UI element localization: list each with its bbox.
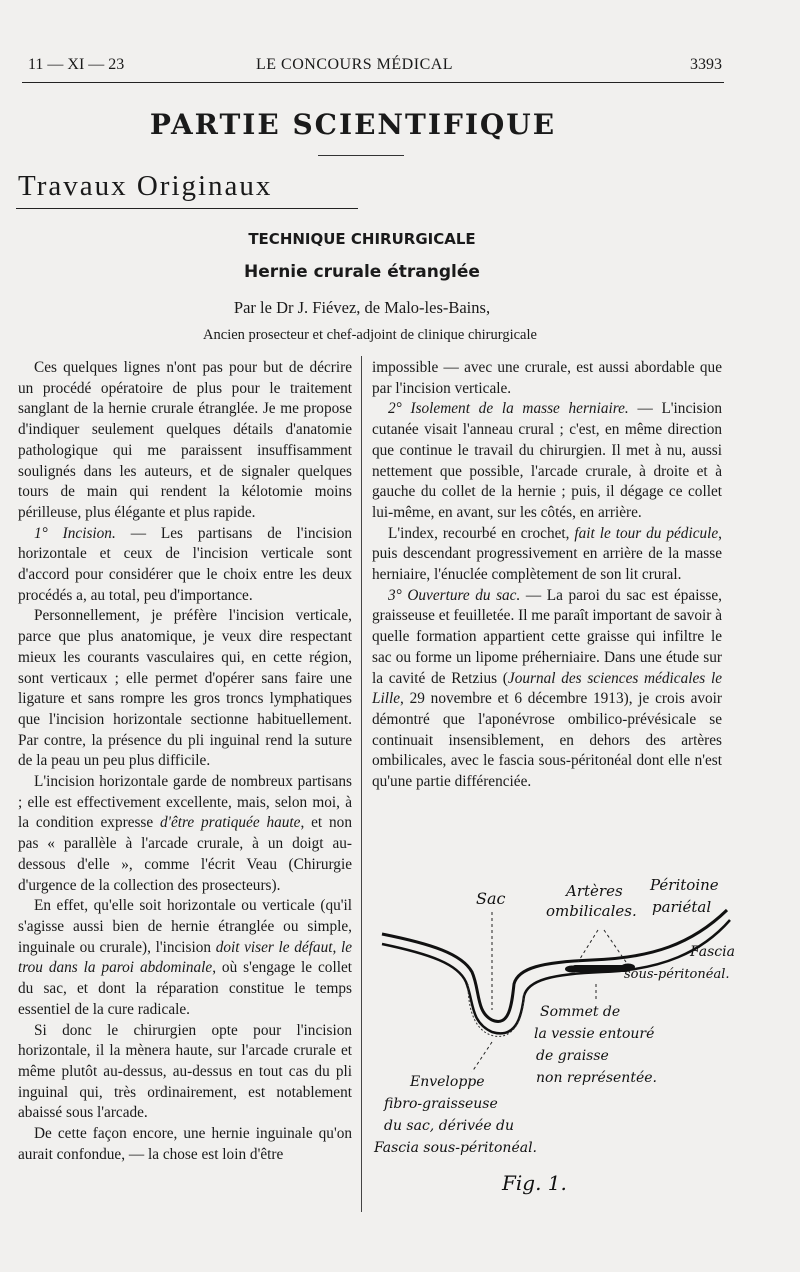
label-sommet-2: la vessie entouré: [534, 1026, 655, 1042]
label-sommet-1: Sommet de: [540, 1004, 621, 1020]
header-date: 11 — XI — 23: [28, 56, 125, 73]
subsection-title: Travaux Originaux: [18, 170, 273, 202]
left-column: [18, 358, 352, 1165]
paragraph-text: En effet, qu'elle soit horizontale ou verticale (qu'il s'agisse aussi bien de hernie étranglée ou simple, inguinale ou crurale), l'incision: [18, 897, 352, 956]
figure-1-diagram: [372, 872, 752, 1202]
paragraph-text: , et non pas « parallèle à l'arcade crurale, à un doigt au-dessous d'elle », comme l'écrit Veau (Chirurgie d'urgence de la collection des prosecteurs).: [18, 814, 352, 894]
article-kicker: TECHNIQUE CHIRURGICALE: [248, 230, 476, 248]
paragraph-text: L'incision horizontale garde de nombreux partisans ; elle est effectivement excellente, mais, selon moi, à la condition expresse: [18, 773, 352, 832]
article-affiliation: Ancien prosecteur et chef-adjoint de clinique chirurgicale: [203, 327, 537, 343]
paragraph-text: — La paroi du sac est épaisse, graisseuse et feuilletée. Il me paraît important de savoir à quelle formation appartient cette graisse qui infiltre le sac ou forme un lipome préherniaire. Dans une étude sur la cavité de Retzius (: [372, 586, 722, 687]
label-enveloppe-3: du sac, dérivée du: [384, 1118, 515, 1134]
header-rule: [22, 82, 724, 83]
paragraph: Si donc le chirurgien opte pour l'incision horizontale, il la mènera haute, sur l'arcade crurale et même plutôt au-dessus, au-dessus en tout cas du pli inguinal qui, très ordinairement, est notablement abaissé sous l'arcade.: [18, 1021, 352, 1122]
label-sac: Sac: [476, 889, 506, 908]
label-fascia: Fascia: [690, 944, 735, 960]
paragraph: Ces quelques lignes n'ont pas pour but de décrire un procédé opératoire de plus pour le traitement sanglant de la hernie crurale étranglée. Je me propose d'indiquer seulement quelques détails d'anatomie pathologique qui me paraissent insuffisamment soulignés dans les auteurs, et de signaler quelques tours de main qui rendent la kélotomie moins périlleuse, plus élégante et plus rapide.: [18, 359, 352, 521]
paragraph-text: L'index, recourbé en crochet,: [388, 524, 575, 542]
paragraph: [18, 524, 352, 607]
label-sous-peritoneal: sous-péritonéal.: [624, 967, 730, 982]
section-label: 2° Isolement de la masse herniaire.: [388, 400, 629, 418]
paragraph: De cette façon encore, une hernie inguinale qu'on aurait confondue, — la chose est loin d'être: [18, 1125, 352, 1163]
paragraph-text: , 29 novembre et 6 décembre 1913), je crois avoir démontré que l'aponévrose ombilico-prévésicale se continuait insensiblement, en dehors des artères ombilicales, avec le fascia sous-péritonéal dont elle n'est qu'une partie différenciée.: [372, 690, 722, 791]
label-arteres: Artères: [566, 882, 623, 900]
label-enveloppe-4: Fascia sous-péritonéal.: [374, 1140, 538, 1156]
label-sommet-4: non représentée.: [536, 1070, 657, 1086]
pointer-line: [472, 1042, 492, 1072]
emphasis: doit viser le défaut, le trou dans la paroi abdominale: [18, 938, 352, 977]
figure-caption: Fig. 1.: [502, 1171, 567, 1195]
paragraph: [18, 772, 352, 896]
paragraph: [372, 524, 722, 586]
label-peritoine: Péritoine: [650, 876, 719, 894]
right-column: [372, 358, 722, 793]
paragraph-text: — L'incision cutanée visait l'anneau crural ; c'est, en même direction que continue le travail du chirurgien. Il met à nu, aussi nettement que possible, l'arcade crurale, à droite et à gauche du collet de la hernie ; puis, il dégage ce collet lui-même, en avant, sur les côtés, en arrière.: [372, 400, 722, 521]
subsection-rule: [16, 208, 358, 209]
section-label: 3° Ouverture du sac.: [388, 586, 521, 604]
label-ombilicales: ombilicales.: [546, 902, 637, 920]
label-parietal: pariétal: [652, 898, 712, 916]
label-sommet-3: de graisse: [536, 1048, 609, 1064]
paragraph: [18, 896, 352, 1020]
emphasis: d'être pratiquée haute: [160, 814, 301, 832]
paragraph-text: , où s'engage le collet du sac, et dont la réparation constitue le temps essentiel de la cure radicale.: [18, 959, 352, 1018]
running-header: [28, 56, 722, 78]
article-byline: Par le Dr J. Fiévez, de Malo-les-Bains,: [233, 298, 491, 317]
paragraph: [372, 586, 722, 793]
emphasis: fait le tour du pédicule: [574, 524, 719, 542]
vessel-band: [572, 965, 628, 972]
section-title: PARTIE SCIENTIFIQUE: [149, 108, 557, 141]
paragraph: Personnellement, je préfère l'incision verticale, parce que plus anatomique, je veux dire respectant mieux les courants vasculaires qui, en cette région, sont verticaux ; elle permet d'opérer sans faire une ligature et sans rompre les gros troncs lymphatiques que l'incision horizontale sectionne habituellement. Par contre, la présence du pli inguinal rend la suture de la peau un peu plus difficile.: [18, 607, 352, 770]
pointer-line: [578, 930, 598, 962]
section-rule: [318, 155, 404, 156]
emphasis: Journal des sciences médicales le Lille: [372, 669, 722, 708]
header-page-number: 3393: [690, 56, 722, 73]
paragraph: [372, 399, 722, 523]
label-enveloppe-1: Enveloppe: [410, 1074, 485, 1090]
paragraph-text: — Les partisans de l'incision horizontale et ceux de l'incision verticale sont d'accord pour considérer que le choix entre les deux procédés a, au total, peu d'importance.: [18, 524, 353, 604]
paragraph-text: , puis descendant progressivement en arrière de la masse herniaire, l'énuclée complètement de son lit crural.: [372, 524, 722, 584]
paragraph: impossible — avec une crurale, est aussi abordable que par l'incision verticale.: [372, 359, 722, 397]
article-title: Hernie crurale étranglée: [244, 262, 480, 282]
header-journal: LE CONCOURS MÉDICAL: [256, 56, 454, 73]
section-label: 1° Incision.: [34, 524, 116, 542]
column-divider: [361, 356, 362, 1212]
label-enveloppe-2: fibro-graisseuse: [384, 1096, 498, 1112]
